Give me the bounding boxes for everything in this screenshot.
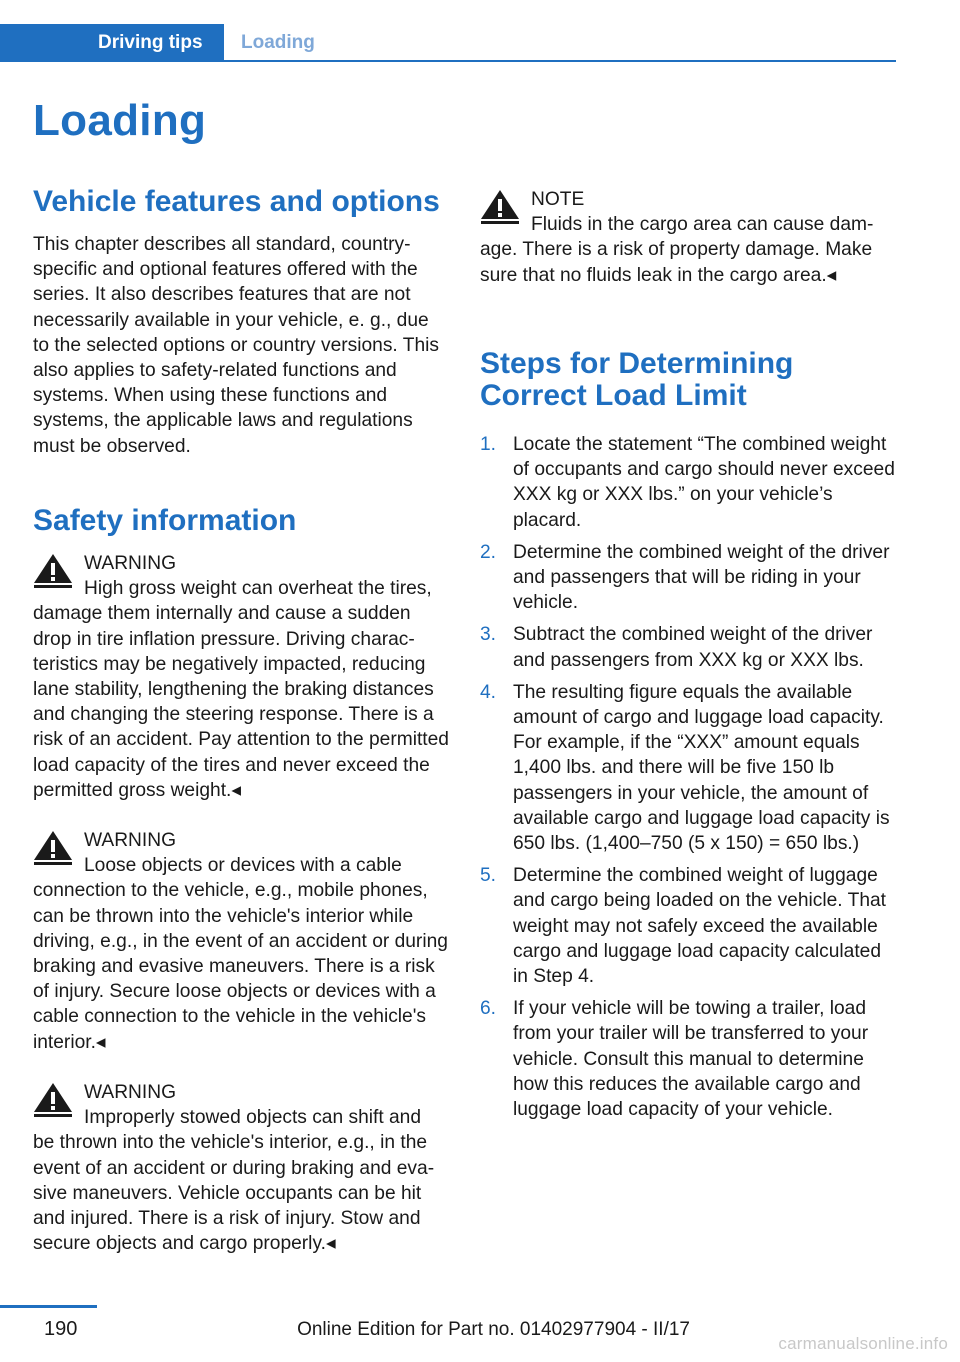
- list-item: [480, 996, 900, 1122]
- step-text: Determine the combined weight of luggage and cargo being loaded on the vehicle. That weight may not safely exceed the available cargo and luggage load capacity calculated in Step 4.: [513, 865, 887, 988]
- list-item: [480, 432, 900, 533]
- warning-label: WARNING: [84, 1082, 177, 1103]
- footer-edition: Online Edition for Part no. 01402977904 - II/17: [297, 1319, 690, 1340]
- warning-triangle-icon: [33, 830, 73, 866]
- page-number: 190: [44, 1318, 78, 1340]
- warning-label: WARNING: [84, 553, 177, 574]
- warning-text: connection to the vehicle, e.g., mobile phones, can be thrown into the vehicle's interior while driving, e.g., in the event of an accident or during braking and evasive maneuvers. There is a risk of injury. Secure loose objects or devices with a cable connection to the vehicle in the vehicle's interior.◂: [33, 880, 448, 1053]
- step-number: 5.: [480, 865, 497, 887]
- step-number: 2.: [480, 541, 497, 563]
- warning-first-line: High gross weight can overheat the tires,: [84, 578, 432, 600]
- warning-text: damage them internally and cause a sudden drop in tire inflation pressure. Driving characteristics may be negatively impacted, reducing lane stability, lengthening the braking distances and changing the steering response. There is a risk of an accident. Pay attention to the permitted load capacity of the tires and never exceed the permitted gross weight.◂: [33, 603, 449, 801]
- heading-vehicle-features: Vehicle features and options: [33, 185, 440, 218]
- watermark: carmanualsonline.info: [778, 1334, 948, 1353]
- warning-first-line: Improperly stowed objects can shift and: [84, 1107, 422, 1129]
- step-text: The resulting figure equals the available amount of cargo and luggage load capacity. For example, if the “XXX” amount equals 1,400 lbs. and there will be five 150 lb passengers in your vehicle, the amount of available cargo and luggage load capacity is 650 lbs. (1,400–750 (5 x 150) = 650 lbs.): [513, 681, 890, 855]
- warning-first-line: Loose objects or devices with a cable: [84, 855, 402, 877]
- list-item: [480, 680, 900, 856]
- step-number: 3.: [480, 624, 497, 646]
- warning-high-gross-weight: [33, 551, 449, 803]
- step-text: Locate the statement “The combined weight of occupants and cargo should never exceed XXX kg or XXX lbs.” on your vehicle’s placard.: [513, 434, 895, 531]
- list-item: [480, 622, 900, 672]
- vehicle-features-text-block: [33, 232, 447, 459]
- page-header: [0, 0, 896, 62]
- load-limit-steps: [480, 432, 900, 1129]
- step-number: 6.: [480, 998, 497, 1020]
- heading-load-limit: Steps for Determining Correct Load Limit: [480, 347, 794, 412]
- step-text: Determine the combined weight of the driver and passengers that will be riding in your vehicle.: [513, 541, 890, 614]
- warning-stowed-objects: [33, 1080, 449, 1256]
- note-text: age. There is a risk of property damage. Make sure that no fluids leak in the cargo area.◂: [480, 239, 873, 286]
- vehicle-features-text: This chapter describes all standard, country-specific and optional features offered with the series. It also describes features that are not necessarily available in your vehicle, e. g., due to the selected options or country versions. This also applies to safety-related functions and systems. When using these functions and systems, the applicable laws and regulations must be observed.: [33, 234, 439, 457]
- step-text: If your vehicle will be towing a trailer, load from your trailer will be transferred to your vehicle. Consult this manual to determine how this reduces the available cargo and luggage load capacity of your vehicle.: [513, 998, 869, 1121]
- note-first-line: Fluids in the cargo area can cause dam-: [531, 214, 874, 236]
- tab-driving-tips[interactable]: Driving tips: [0, 24, 224, 62]
- tab-loading[interactable]: Loading: [241, 32, 315, 53]
- warning-triangle-icon: [480, 189, 520, 225]
- chapter-title: Loading: [33, 96, 207, 145]
- warning-triangle-icon: [33, 553, 73, 589]
- step-number: 1.: [480, 434, 497, 455]
- note-label: NOTE: [531, 189, 585, 210]
- list-item: [480, 540, 900, 616]
- warning-text: be thrown into the vehicle's interior, e.g., in the event of an accident or during braking and evasive maneuvers. Vehicle occupants can be hit and injured. There is a risk of injury. Stow and secure objects and cargo properly.◂: [33, 1132, 435, 1255]
- warning-triangle-icon: [33, 1082, 73, 1118]
- heading-safety-information: Safety information: [33, 504, 297, 537]
- step-text: Subtract the combined weight of the driver and passengers from XXX kg or XXX lbs.: [513, 624, 873, 671]
- list-item: [480, 863, 900, 989]
- warning-loose-objects: [33, 828, 449, 1055]
- footer-divider: [0, 1305, 97, 1308]
- note-fluids-cargo: [480, 187, 896, 288]
- warning-label: WARNING: [84, 830, 177, 851]
- step-number: 4.: [480, 681, 497, 703]
